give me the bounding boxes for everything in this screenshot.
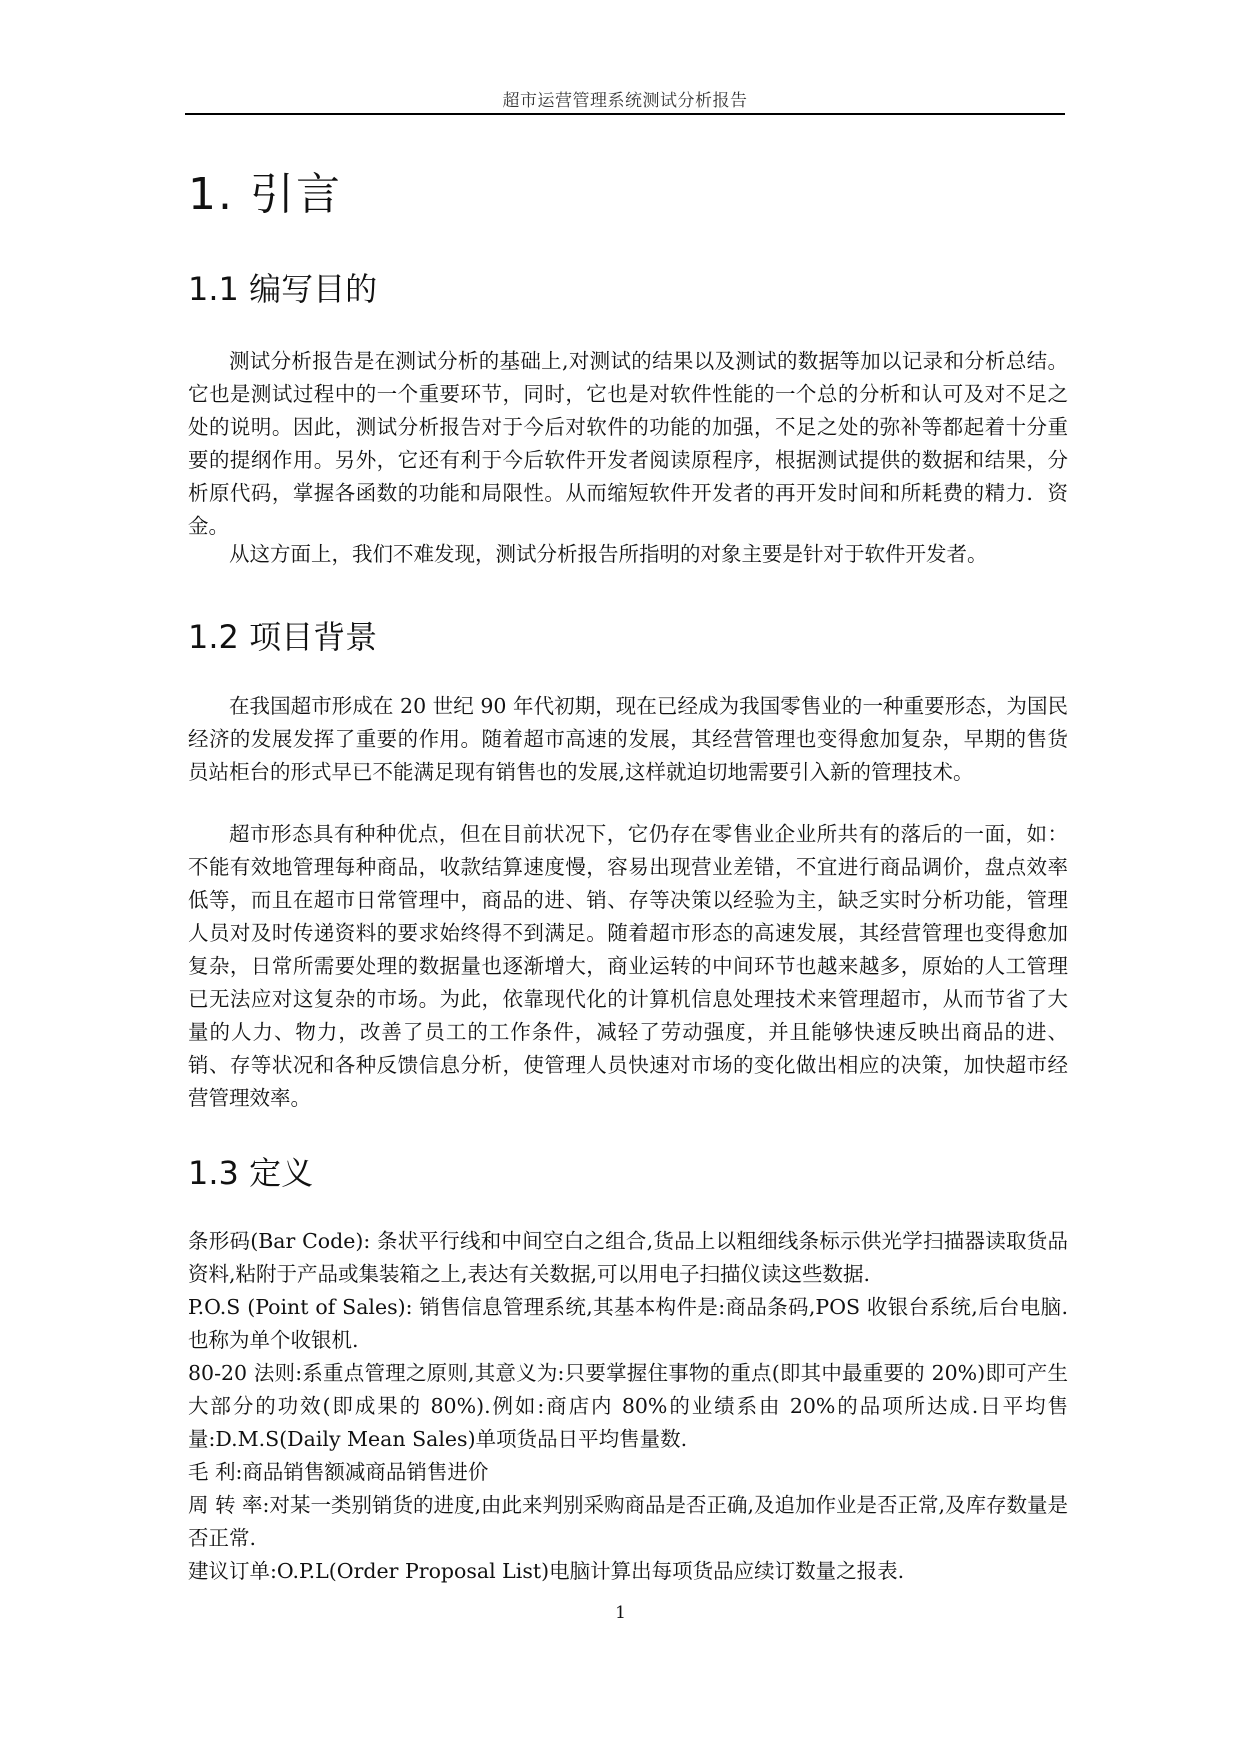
paragraph-background-2: 超市形态具有种种优点，但在目前状况下，它仍存在零售业企业所共有的落后的一面，如：不能有效地管理每种商品，收款结算速度慢，容易出现营业差错，不宜进行商品调价，盘点效率低等，而且在超市日常管理中，商品的进、销、存等决策以经验为主，缺乏实时分析功能，管理人员对及时传递资料的要求始终得不到满足。随着超市形态的高速发展，其经营管理也变得愈加复杂，日常所需要处理的数据量也逐渐增大，商业运转的中间环节也越来越多，原始的人工管理已无法应对这复杂的市场。为此，依靠现代化的计算机信息处理技术来管理超市，从而节省了大量的人力、物力，改善了员工的工作条件，减轻了劳动强度，并且能够快速反映出商品的进、销、存等状况和各种反馈信息分析，使管理人员快速对市场的变化做出相应的决策，加快超市经营管理效率。 <box>188 822 1068 1110</box>
definitions-list <box>188 1225 1068 1588</box>
header-rule <box>185 113 1065 115</box>
definition-80-20-rule: 80-20 法则:系重点管理之原则,其意义为:只要掌握住事物的重点(即其中最重要的 20%)即可产生大部分的功效(即成果的 80%).例如:商店内 80%的业绩系由 20%的品项所达成.日平均售量:D.M.S(Daily Mean Sales)单项货品日平均售量数. <box>188 1361 1068 1451</box>
section-title-definitions: 1.3 定义 <box>188 1154 314 1192</box>
definition-order-proposal: 建议订单:O.P.L(Order Proposal List)电脑计算出每项货品应续订数量之报表. <box>188 1559 905 1583</box>
paragraph-purpose-2: 从这方面上，我们不难发现，测试分析报告所指明的对象主要是针对于软件开发者。 <box>229 542 988 566</box>
definition-pos: P.O.S (Point of Sales): 销售信息管理系统,其基本构件是:商品条码,POS 收银台系统,后台电脑.也称为单个收银机. <box>188 1295 1068 1352</box>
paragraph-background-1: 在我国超市形成在 20 世纪 90 年代初期，现在已经成为我国零售业的一种重要形态，为国民经济的发展发挥了重要的作用。随着超市高速的发展，其经营管理也变得愈加复杂，早期的售货员站柜台的形式早已不能满足现有销售也的发展,这样就迫切地需要引入新的管理技术。 <box>188 694 1068 784</box>
running-header: 超市运营管理系统测试分析报告 <box>502 91 748 111</box>
paragraph-purpose-1: 测试分析报告是在测试分析的基础上,对测试的结果以及测试的数据等加以记录和分析总结。它也是测试过程中的一个重要环节，同时，它也是对软件性能的一个总的分析和认可及对不足之处的说明。因此，测试分析报告对于今后对软件的功能的加强，不足之处的弥补等都起着十分重要的提纲作用。另外，它还有利于今后软件开发者阅读原程序，根据测试提供的数据和结果，分析原代码，掌握各函数的功能和局限性。从而缩短软件开发者的再开发时间和所耗费的精力．资金。 <box>188 349 1068 538</box>
section-title-background: 1.2 项目背景 <box>188 618 378 656</box>
definition-gross-profit: 毛 利:商品销售额减商品销售进价 <box>188 1460 489 1484</box>
definition-turnover-rate: 周 转 率:对某一类别销货的进度,由此来判别采购商品是否正确,及追加作业是否正常,及库存数量是否正常. <box>188 1493 1068 1550</box>
section-title-purpose: 1.1 编写目的 <box>188 270 378 308</box>
page-number: 1 <box>615 1603 626 1623</box>
definition-bar-code: 条形码(Bar Code): 条状平行线和中间空白之组合,货品上以粗细线条标示供光学扫描器读取货品资料,粘附于产品或集装箱之上,表达有关数据,可以用电子扫描仪读这些数据. <box>188 1229 1068 1286</box>
chapter-title: 1. 引言 <box>188 169 342 220</box>
